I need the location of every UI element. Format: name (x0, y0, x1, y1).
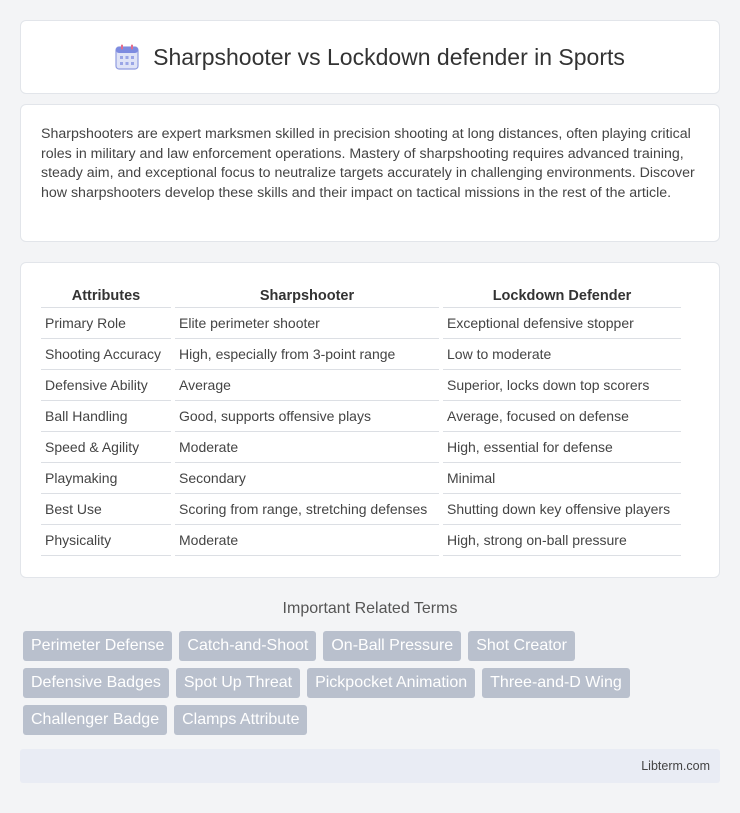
lockdown-cell: High, essential for defense (443, 432, 681, 463)
sharpshooter-cell: Average (175, 370, 439, 401)
table-header-row (41, 285, 681, 308)
attribute-cell: Best Use (41, 494, 171, 525)
sharpshooter-cell: Good, supports offensive plays (175, 401, 439, 432)
tag-clamps-attribute[interactable]: Clamps Attribute (174, 705, 307, 735)
lockdown-cell: High, strong on-ball pressure (443, 525, 681, 556)
tag-three-and-d-wing[interactable]: Three-and-D Wing (482, 668, 630, 698)
sharpshooter-cell: Moderate (175, 525, 439, 556)
tag-spot-up-threat[interactable]: Spot Up Threat (176, 668, 300, 698)
table-row (41, 494, 681, 525)
header-attributes: Attributes (41, 285, 171, 308)
related-terms-heading: Important Related Terms (282, 600, 458, 617)
lockdown-cell: Exceptional defensive stopper (443, 308, 681, 339)
attribute-cell: Speed & Agility (41, 432, 171, 463)
footer (20, 749, 720, 783)
table-row (41, 525, 681, 556)
table-row (41, 401, 681, 432)
attribute-cell: Defensive Ability (41, 370, 171, 401)
tag-defensive-badges[interactable]: Defensive Badges (23, 668, 169, 698)
lockdown-cell: Low to moderate (443, 339, 681, 370)
intro-text: Sharpshooters are expert marksmen skilled in precision shooting at long distances, often playing critical roles in military and law enforcement operations. Mastery of sharpshooting requires advanced training, steady aim, and exceptional focus to neutralize targets accurately in challenging environments. Discover how sharpshooters develop these skills and their impact on tactical missions in the rest of the article. (41, 126, 695, 201)
footer-site-link[interactable]: Libterm.com (641, 759, 710, 773)
header-lockdown-defender: Lockdown Defender (443, 285, 681, 308)
tag-pickpocket-animation[interactable]: Pickpocket Animation (307, 668, 475, 698)
sharpshooter-cell: Moderate (175, 432, 439, 463)
table-row (41, 370, 681, 401)
tag-catch-and-shoot[interactable]: Catch-and-Shoot (179, 631, 316, 661)
tag-challenger-badge[interactable]: Challenger Badge (23, 705, 167, 735)
tag-perimeter-defense[interactable]: Perimeter Defense (23, 631, 172, 661)
sharpshooter-cell: Secondary (175, 463, 439, 494)
related-terms-list (20, 631, 720, 735)
lockdown-cell: Average, focused on defense (443, 401, 681, 432)
table-row (41, 308, 681, 339)
tag-shot-creator[interactable]: Shot Creator (468, 631, 575, 661)
attribute-cell: Physicality (41, 525, 171, 556)
attribute-cell: Playmaking (41, 463, 171, 494)
table-row (41, 432, 681, 463)
lockdown-cell: Superior, locks down top scorers (443, 370, 681, 401)
attribute-cell: Shooting Accuracy (41, 339, 171, 370)
comparison-table (37, 285, 685, 556)
header-sharpshooter: Sharpshooter (175, 285, 439, 308)
attribute-cell: Ball Handling (41, 401, 171, 432)
table-row (41, 463, 681, 494)
lockdown-cell: Minimal (443, 463, 681, 494)
intro-card (20, 104, 720, 242)
title-card (20, 20, 720, 94)
calendar-icon (115, 44, 139, 70)
page-title: Sharpshooter vs Lockdown defender in Sports (153, 43, 625, 70)
sharpshooter-cell: High, especially from 3-point range (175, 339, 439, 370)
lockdown-cell: Shutting down key offensive players (443, 494, 681, 525)
attribute-cell: Primary Role (41, 308, 171, 339)
table-row (41, 339, 681, 370)
comparison-table-card (20, 262, 720, 578)
tag-on-ball-pressure[interactable]: On-Ball Pressure (323, 631, 461, 661)
sharpshooter-cell: Elite perimeter shooter (175, 308, 439, 339)
sharpshooter-cell: Scoring from range, stretching defenses (175, 494, 439, 525)
